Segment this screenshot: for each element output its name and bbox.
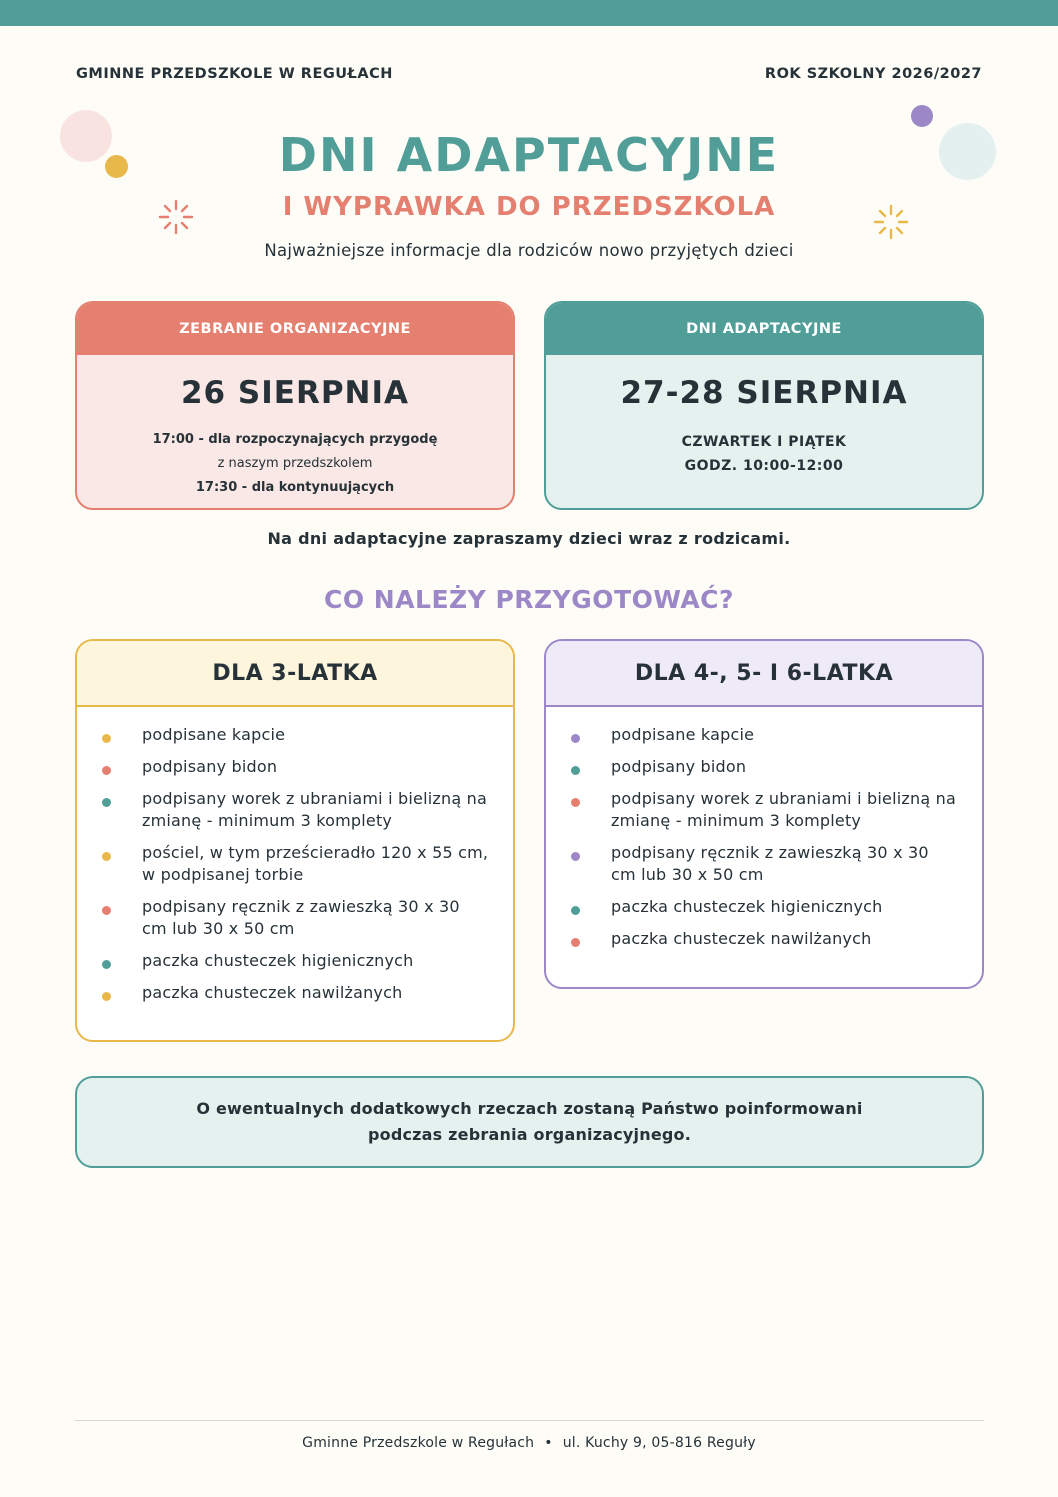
list-card-4-6-year: [544, 639, 984, 989]
list-card-4-6-year-header: DLA 4-, 5- I 6-LATKA: [546, 641, 982, 707]
top-accent-bar: [0, 0, 1058, 26]
meeting-card: [75, 301, 515, 510]
school-year: ROK SZKOLNY 2026/2027: [764, 66, 982, 82]
list-card-3-year-header: DLA 3-LATKA: [77, 641, 513, 707]
info-note-line1: O ewentualnych dodatkowych rzeczach zostaną Państwo poinformowani: [196, 1099, 863, 1118]
meeting-time-new-note: z naszym przedszkolem: [217, 456, 373, 471]
bullet-icon: [102, 992, 111, 1001]
adaptation-days: CZWARTEK I PIĄTEK: [681, 434, 847, 450]
list-item: paczka chusteczek higienicznych: [571, 896, 958, 918]
list-item: podpisany bidon: [571, 756, 958, 778]
footer: [0, 1435, 1058, 1451]
meeting-card-header: ZEBRANIE ORGANIZACYJNE: [77, 303, 513, 355]
page-title: DNI ADAPTACYJNE: [278, 128, 780, 182]
section-title: CO NALEŻY PRZYGOTOWAĆ?: [323, 585, 735, 614]
bullet-icon: [102, 766, 111, 775]
bullet-icon: [102, 960, 111, 969]
list-item: podpisany bidon: [102, 756, 489, 778]
list-3-year-items: [77, 707, 513, 1004]
bullet-icon: [102, 852, 111, 861]
list-item: paczka chusteczek nawilżanych: [571, 928, 958, 950]
list-item: podpisany worek z ubraniami i bielizną na zmianę - minimum 3 komplety: [102, 788, 489, 832]
decor-circle-purple: [911, 105, 933, 127]
adaptation-card-header: DNI ADAPTACYJNE: [546, 303, 982, 355]
list-item: podpisane kapcie: [571, 724, 958, 746]
meeting-date: 26 SIERPNIA: [180, 375, 410, 411]
footer-school-name: Gminne Przedszkole w Regułach: [302, 1435, 535, 1451]
bullet-icon: [571, 798, 580, 807]
bullet-icon: [102, 906, 111, 915]
bullet-icon: [571, 852, 580, 861]
bullet-icon: [571, 766, 580, 775]
info-note-line2: podczas zebrania organizacyjnego.: [367, 1125, 691, 1144]
list-item: podpisane kapcie: [102, 724, 489, 746]
footer-divider: [75, 1420, 984, 1421]
adaptation-date: 27-28 SIERPNIA: [620, 375, 908, 411]
footer-separator: •: [544, 1435, 553, 1451]
bullet-icon: [571, 734, 580, 743]
invite-text: Na dni adaptacyjne zapraszamy dzieci wraz z rodzicami.: [267, 529, 791, 548]
meeting-time-continuing: 17:30 - dla kontynuujących: [195, 480, 395, 495]
list-item: podpisany ręcznik z zawieszką 30 x 30 cm lub 30 x 50 cm: [102, 896, 489, 940]
meeting-time-new: 17:00 - dla rozpoczynających przygodę: [152, 432, 438, 447]
list-item: paczka chusteczek higienicznych: [102, 950, 489, 972]
info-note: [75, 1076, 984, 1168]
bullet-icon: [571, 938, 580, 947]
list-item: pościel, w tym prześcieradło 120 x 55 cm, w podpisanej torbie: [102, 842, 489, 886]
list-item: podpisany ręcznik z zawieszką 30 x 30 cm lub 30 x 50 cm: [571, 842, 958, 886]
adaptation-hours: GODZ. 10:00-12:00: [684, 458, 844, 474]
bullet-icon: [102, 734, 111, 743]
bullet-icon: [571, 906, 580, 915]
list-item: paczka chusteczek nawilżanych: [102, 982, 489, 1004]
page-subtitle: I WYPRAWKA DO PRZEDSZKOLA: [282, 192, 776, 222]
list-4-6-year-items: [546, 707, 982, 950]
footer-address: ul. Kuchy 9, 05-816 Reguły: [562, 1435, 756, 1451]
list-item: podpisany worek z ubraniami i bielizną na zmianę - minimum 3 komplety: [571, 788, 958, 832]
adaptation-card: [544, 301, 984, 510]
bullet-icon: [102, 798, 111, 807]
school-name: GMINNE PRZEDSZKOLE W REGUŁACH: [76, 66, 393, 82]
list-card-3-year: [75, 639, 515, 1042]
intro-text: Najważniejsze informacje dla rodziców nowo przyjętych dzieci: [264, 241, 794, 260]
